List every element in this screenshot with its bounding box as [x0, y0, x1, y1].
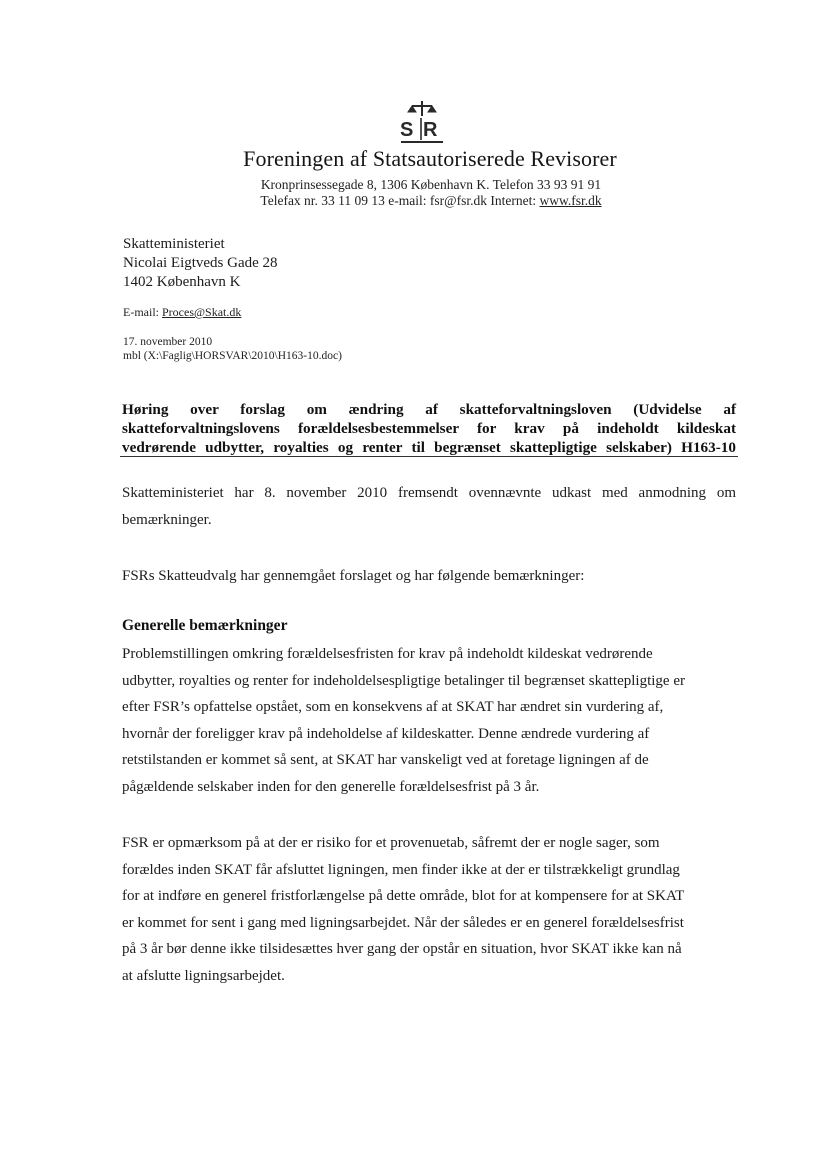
paragraph-line: efter FSR’s opfattelse opstået, som en konsekvens af at SKAT har ændret sin vurdering af,: [122, 699, 664, 715]
subject-line: Høring over forslag om ændring af skatteforvaltningsloven (Udvidelse af: [122, 401, 736, 418]
recipient-address: [123, 235, 278, 292]
subject-line: vedrørende udbytter, royalties og renter til begrænset skattepligtige selskaber) H163-10: [122, 439, 736, 456]
paragraph-line: at afslutte ligningsarbejdet.: [122, 967, 285, 984]
paragraph-line: udbytter, royalties og renter for indeholdelsespligtige betalinger til begrænset skattepligtige er: [122, 672, 685, 689]
paragraph-line: bemærkninger.: [122, 511, 212, 528]
contact-info: Telefax nr. 33 11 09 13 e-mail: fsr@fsr.dk Internet:: [260, 193, 540, 208]
paragraph-line: for at indføre en generel fristforlængelse på dette område, blot for at kompensere for at SKAT: [122, 888, 685, 904]
paragraph-line: Skatteministeriet har 8. november 2010 fremsendt ovennævnte udkast med anmodning om: [122, 485, 736, 501]
recipient-street: Nicolai Eigtveds Gade 28: [123, 255, 278, 271]
recipient-city: 1402 København K: [123, 274, 241, 290]
paragraph-line: Problemstillingen omkring forældelsesfristen for krav på indeholdt kildeskat vedrørende: [122, 646, 653, 662]
paragraph-line: hvornår der foreligger krav på indeholdelse af kildeskatter. Denne ændrede vurdering af: [122, 725, 650, 742]
paragraph-line: pågældende selskaber inden for den generelle forældelsesfrist på 3 år.: [122, 778, 540, 795]
risk-paragraph: [122, 830, 736, 989]
section-heading: Generelle bemærkninger: [122, 617, 288, 634]
file-reference: mbl (X:\Faglig\HORSVAR\2010\H163-10.doc): [123, 350, 342, 362]
letter-date: 17. november 2010: [123, 336, 213, 348]
paragraph-line: forældes inden SKAT får afsluttet ligningen, men finder ikke at der er tilstrækkeligt grundlag: [122, 861, 680, 878]
letter-subject: [122, 400, 736, 457]
subject-line: skatteforvaltningslovens forældelsesbestemmelser for krav på indeholdt kildeskat: [122, 420, 736, 437]
organization-contact: [0, 193, 826, 209]
paragraph-line: retstilstanden er kommet så sent, at SKAT har vanskeligt ved at foretage ligningen af de: [122, 752, 649, 768]
committee-paragraph: FSRs Skatteudvalg har gennemgået forslaget og har følgende bemærkninger:: [122, 568, 585, 584]
website-link[interactable]: www.fsr.dk: [539, 193, 602, 208]
paragraph-line: er kommet for sent i gang med ligningsarbejdet. Når der således er en generel forældelsesfrist: [122, 914, 684, 931]
recipient-name: Skatteministeriet: [123, 236, 225, 252]
organization-name: Foreningen af Statsautoriserede Revisorer: [243, 146, 617, 171]
subject-divider: [120, 456, 738, 457]
organization-address: Kronprinsessegade 8, 1306 København K. Telefon 33 93 91 91: [260, 177, 602, 192]
general-remarks-paragraph: [122, 641, 736, 800]
fsr-scales-logo-icon: [397, 100, 447, 146]
svg-text:R: R: [423, 119, 438, 141]
svg-text:S: S: [400, 119, 414, 141]
recipient-email: [123, 305, 241, 320]
email-link[interactable]: Proces@Skat.dk: [162, 305, 242, 319]
paragraph-line: FSR er opmærksom på at der er risiko for et provenuetab, såfremt der er nogle sager, som: [122, 835, 660, 851]
paragraph-line: på 3 år bør denne ikke tilsidesættes hver gang der opstår en situation, hvor SKAT ikke kan nå: [122, 941, 682, 957]
intro-paragraph: [122, 480, 736, 533]
email-label: E-mail:: [123, 305, 162, 319]
letter-meta: [123, 335, 342, 363]
